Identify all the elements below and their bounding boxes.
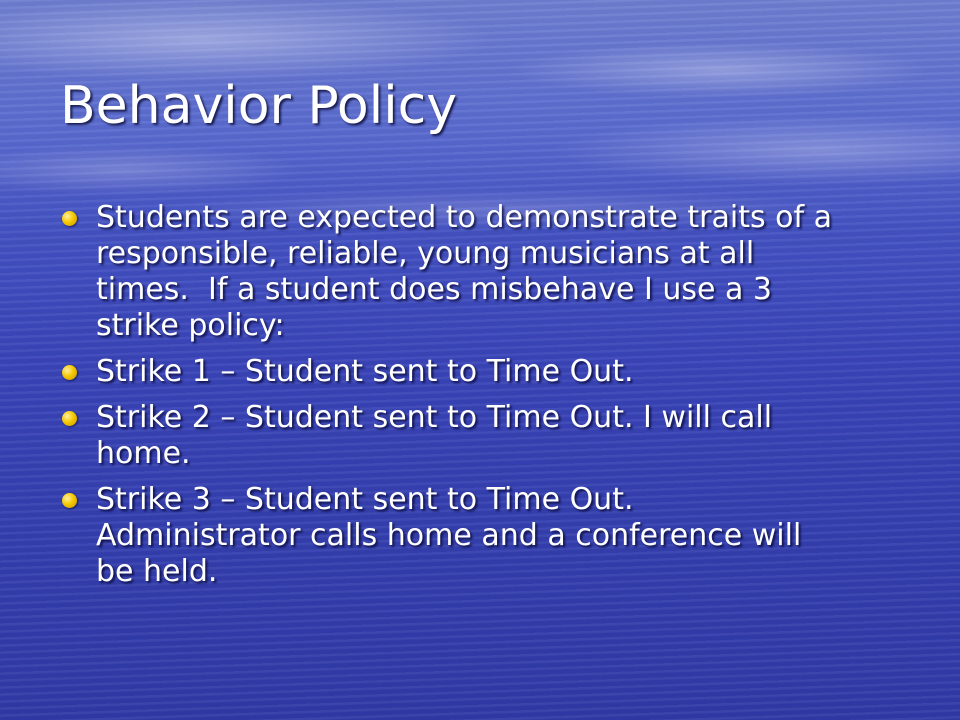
bullet-dot-icon [62, 365, 77, 380]
bullet-item [60, 400, 920, 472]
bullet-line: Strike 2 – Student sent to Time Out. I will call [96, 400, 773, 435]
bullet-list [60, 200, 920, 600]
bullet-line: times. If a student does misbehave I use a 3 [96, 272, 772, 307]
bullet-line: Strike 1 – Student sent to Time Out. [96, 354, 634, 389]
bullet-item [60, 200, 920, 344]
bullet-dot-icon [62, 411, 77, 426]
slide-title: Behavior Policy [60, 76, 458, 136]
bullet-line: Students are expected to demonstrate traits of a [96, 200, 832, 235]
bullet-line: strike policy: [96, 308, 285, 343]
bullet-item [60, 482, 920, 590]
bullet-line: responsible, reliable, young musicians at all [96, 236, 755, 271]
bullet-dot-icon [62, 211, 77, 226]
bullet-line: be held. [96, 554, 218, 589]
bullet-item [60, 354, 920, 390]
bullet-line: Administrator calls home and a conference will [96, 518, 802, 553]
bullet-line: home. [96, 436, 191, 471]
bullet-line: Strike 3 – Student sent to Time Out. [96, 482, 634, 517]
bullet-dot-icon [62, 493, 77, 508]
